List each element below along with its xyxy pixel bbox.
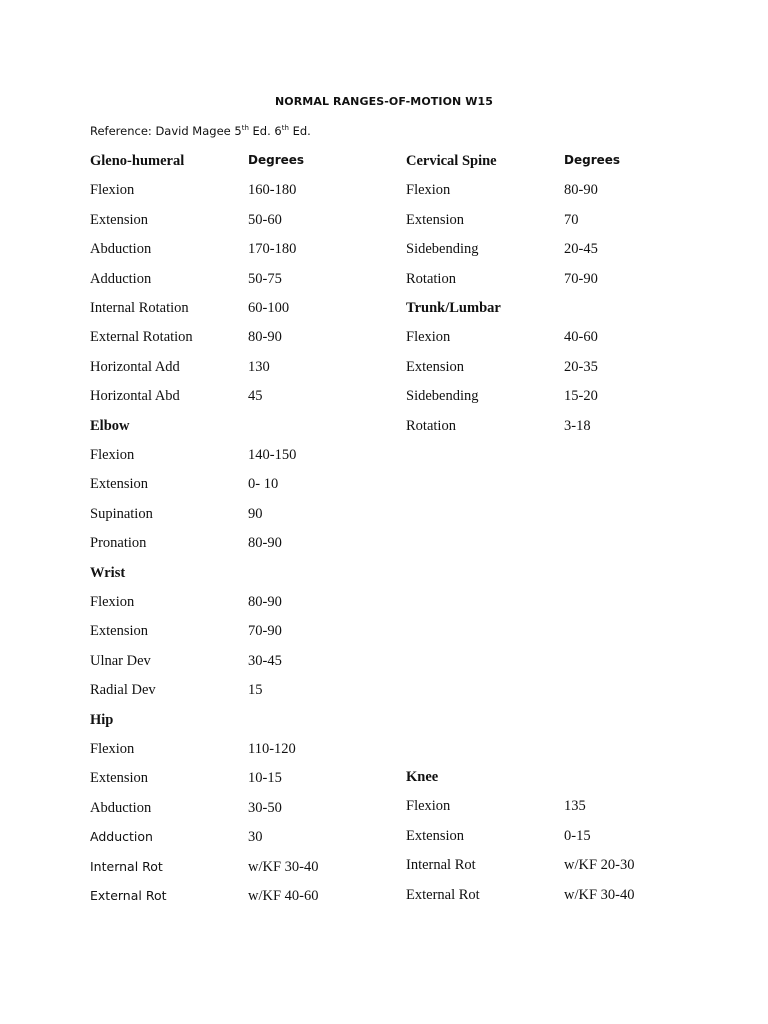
table-row bbox=[406, 329, 706, 349]
range-value: 45 bbox=[248, 388, 263, 404]
motion-name: Flexion bbox=[90, 447, 135, 463]
reference-line bbox=[90, 124, 311, 138]
section-heading-row bbox=[90, 565, 390, 585]
motion-name: Extension bbox=[90, 212, 148, 228]
section-heading: Trunk/Lumbar bbox=[406, 300, 501, 316]
section-heading: Elbow bbox=[90, 418, 130, 434]
reference-prefix: Reference: David Magee 5 bbox=[90, 124, 242, 138]
motion-name: Adduction bbox=[90, 271, 152, 287]
range-value: 80-90 bbox=[248, 329, 282, 345]
section-heading-row bbox=[90, 153, 390, 173]
range-value: 60-100 bbox=[248, 300, 290, 316]
motion-name: Extension bbox=[406, 359, 464, 375]
range-value: 80-90 bbox=[248, 535, 282, 551]
section-heading-row bbox=[90, 712, 390, 732]
range-value: 80-90 bbox=[564, 182, 598, 198]
motion-name: External Rotation bbox=[90, 329, 193, 345]
reference-suffix: Ed. bbox=[288, 124, 311, 138]
section-heading: Knee bbox=[406, 769, 439, 785]
table-row bbox=[406, 828, 706, 848]
motion-name: Flexion bbox=[406, 798, 451, 814]
table-row bbox=[90, 653, 390, 673]
table-row bbox=[90, 241, 390, 261]
motion-name: Adduction bbox=[90, 829, 153, 844]
motion-name: Extension bbox=[90, 770, 148, 786]
table-row bbox=[406, 212, 706, 232]
motion-name: External Rot bbox=[90, 888, 167, 903]
range-value: 110-120 bbox=[248, 741, 296, 757]
range-value: 80-90 bbox=[248, 594, 282, 610]
motion-name: Flexion bbox=[90, 741, 135, 757]
section-heading-row bbox=[406, 300, 706, 320]
range-value: 0- 10 bbox=[248, 476, 279, 492]
range-value: 30-50 bbox=[248, 800, 282, 816]
table-row bbox=[406, 798, 706, 818]
table-row bbox=[406, 857, 706, 877]
degrees-header: Degrees bbox=[248, 153, 305, 167]
table-row bbox=[90, 859, 390, 879]
range-value: 90 bbox=[248, 506, 263, 522]
section-heading: Gleno-humeral bbox=[90, 153, 185, 169]
range-value: 20-45 bbox=[564, 241, 598, 257]
section-heading-row bbox=[90, 418, 390, 438]
degrees-header: Degrees bbox=[564, 153, 621, 167]
range-value: w/KF 30-40 bbox=[248, 859, 319, 875]
range-value: 3-18 bbox=[564, 418, 591, 434]
motion-name: Ulnar Dev bbox=[90, 653, 151, 669]
table-row bbox=[90, 623, 390, 643]
section-heading-row bbox=[406, 769, 706, 789]
reference-sup-2: th bbox=[281, 124, 289, 133]
range-value: 130 bbox=[248, 359, 270, 375]
section-heading: Wrist bbox=[90, 565, 126, 581]
table-row bbox=[90, 300, 390, 320]
motion-name: Flexion bbox=[90, 182, 135, 198]
motion-name: Horizontal Abd bbox=[90, 388, 180, 404]
range-value: w/KF 20-30 bbox=[564, 857, 635, 873]
motion-name: Flexion bbox=[406, 329, 451, 345]
range-value: 15-20 bbox=[564, 388, 598, 404]
range-value: 15 bbox=[248, 682, 263, 698]
table-row bbox=[406, 418, 706, 438]
motion-name: Horizontal Add bbox=[90, 359, 180, 375]
table-row bbox=[90, 888, 390, 908]
motion-name: Flexion bbox=[90, 594, 135, 610]
table-row bbox=[90, 212, 390, 232]
table-row bbox=[90, 182, 390, 202]
range-value: 160-180 bbox=[248, 182, 297, 198]
table-row bbox=[406, 887, 706, 907]
table-row bbox=[90, 800, 390, 820]
range-value: w/KF 40-60 bbox=[248, 888, 319, 904]
range-value: 0-15 bbox=[564, 828, 591, 844]
table-row bbox=[406, 271, 706, 291]
motion-name: Extension bbox=[406, 828, 464, 844]
table-row bbox=[90, 535, 390, 555]
range-value: 135 bbox=[564, 798, 586, 814]
range-value: 20-35 bbox=[564, 359, 598, 375]
range-value: 70-90 bbox=[564, 271, 598, 287]
table-row bbox=[90, 506, 390, 526]
table-row bbox=[406, 388, 706, 408]
range-value: 30-45 bbox=[248, 653, 282, 669]
motion-name: Extension bbox=[90, 476, 148, 492]
table-row bbox=[90, 271, 390, 291]
table-row bbox=[90, 741, 390, 761]
section-heading-row bbox=[406, 153, 706, 173]
motion-name: Internal Rot bbox=[90, 859, 163, 874]
motion-name: Abduction bbox=[90, 241, 152, 257]
table-row bbox=[406, 241, 706, 261]
section-heading: Cervical Spine bbox=[406, 153, 497, 169]
table-row bbox=[406, 359, 706, 379]
motion-name: Flexion bbox=[406, 182, 451, 198]
range-value: 50-75 bbox=[248, 271, 282, 287]
motion-name: Rotation bbox=[406, 418, 456, 434]
table-row bbox=[90, 476, 390, 496]
range-value: 170-180 bbox=[248, 241, 297, 257]
range-value: w/KF 30-40 bbox=[564, 887, 635, 903]
section-heading: Hip bbox=[90, 712, 114, 728]
motion-name: External Rot bbox=[406, 887, 480, 903]
table-row bbox=[90, 770, 390, 790]
motion-name: Abduction bbox=[90, 800, 152, 816]
motion-name: Rotation bbox=[406, 271, 456, 287]
table-row bbox=[90, 388, 390, 408]
motion-name: Pronation bbox=[90, 535, 147, 551]
motion-name: Sidebending bbox=[406, 388, 479, 404]
table-row bbox=[90, 447, 390, 467]
motion-name: Radial Dev bbox=[90, 682, 156, 698]
range-value: 50-60 bbox=[248, 212, 282, 228]
motion-name: Sidebending bbox=[406, 241, 479, 257]
range-value: 10-15 bbox=[248, 770, 282, 786]
document-title: NORMAL RANGES-OF-MOTION W15 bbox=[274, 95, 494, 108]
motion-name: Internal Rotation bbox=[90, 300, 189, 316]
range-value: 140-150 bbox=[248, 447, 297, 463]
motion-name: Internal Rot bbox=[406, 857, 476, 873]
reference-mid: Ed. 6 bbox=[248, 124, 282, 138]
range-value: 40-60 bbox=[564, 329, 598, 345]
range-value: 30 bbox=[248, 829, 263, 845]
table-row bbox=[90, 829, 390, 849]
table-row bbox=[90, 359, 390, 379]
reference-sup-1: th bbox=[241, 124, 249, 133]
table-row bbox=[90, 594, 390, 614]
range-value: 70-90 bbox=[248, 623, 282, 639]
motion-name: Extension bbox=[406, 212, 464, 228]
range-value: 70 bbox=[564, 212, 579, 228]
table-row bbox=[90, 682, 390, 702]
table-row bbox=[406, 182, 706, 202]
motion-name: Extension bbox=[90, 623, 148, 639]
motion-name: Supination bbox=[90, 506, 153, 522]
table-row bbox=[90, 329, 390, 349]
